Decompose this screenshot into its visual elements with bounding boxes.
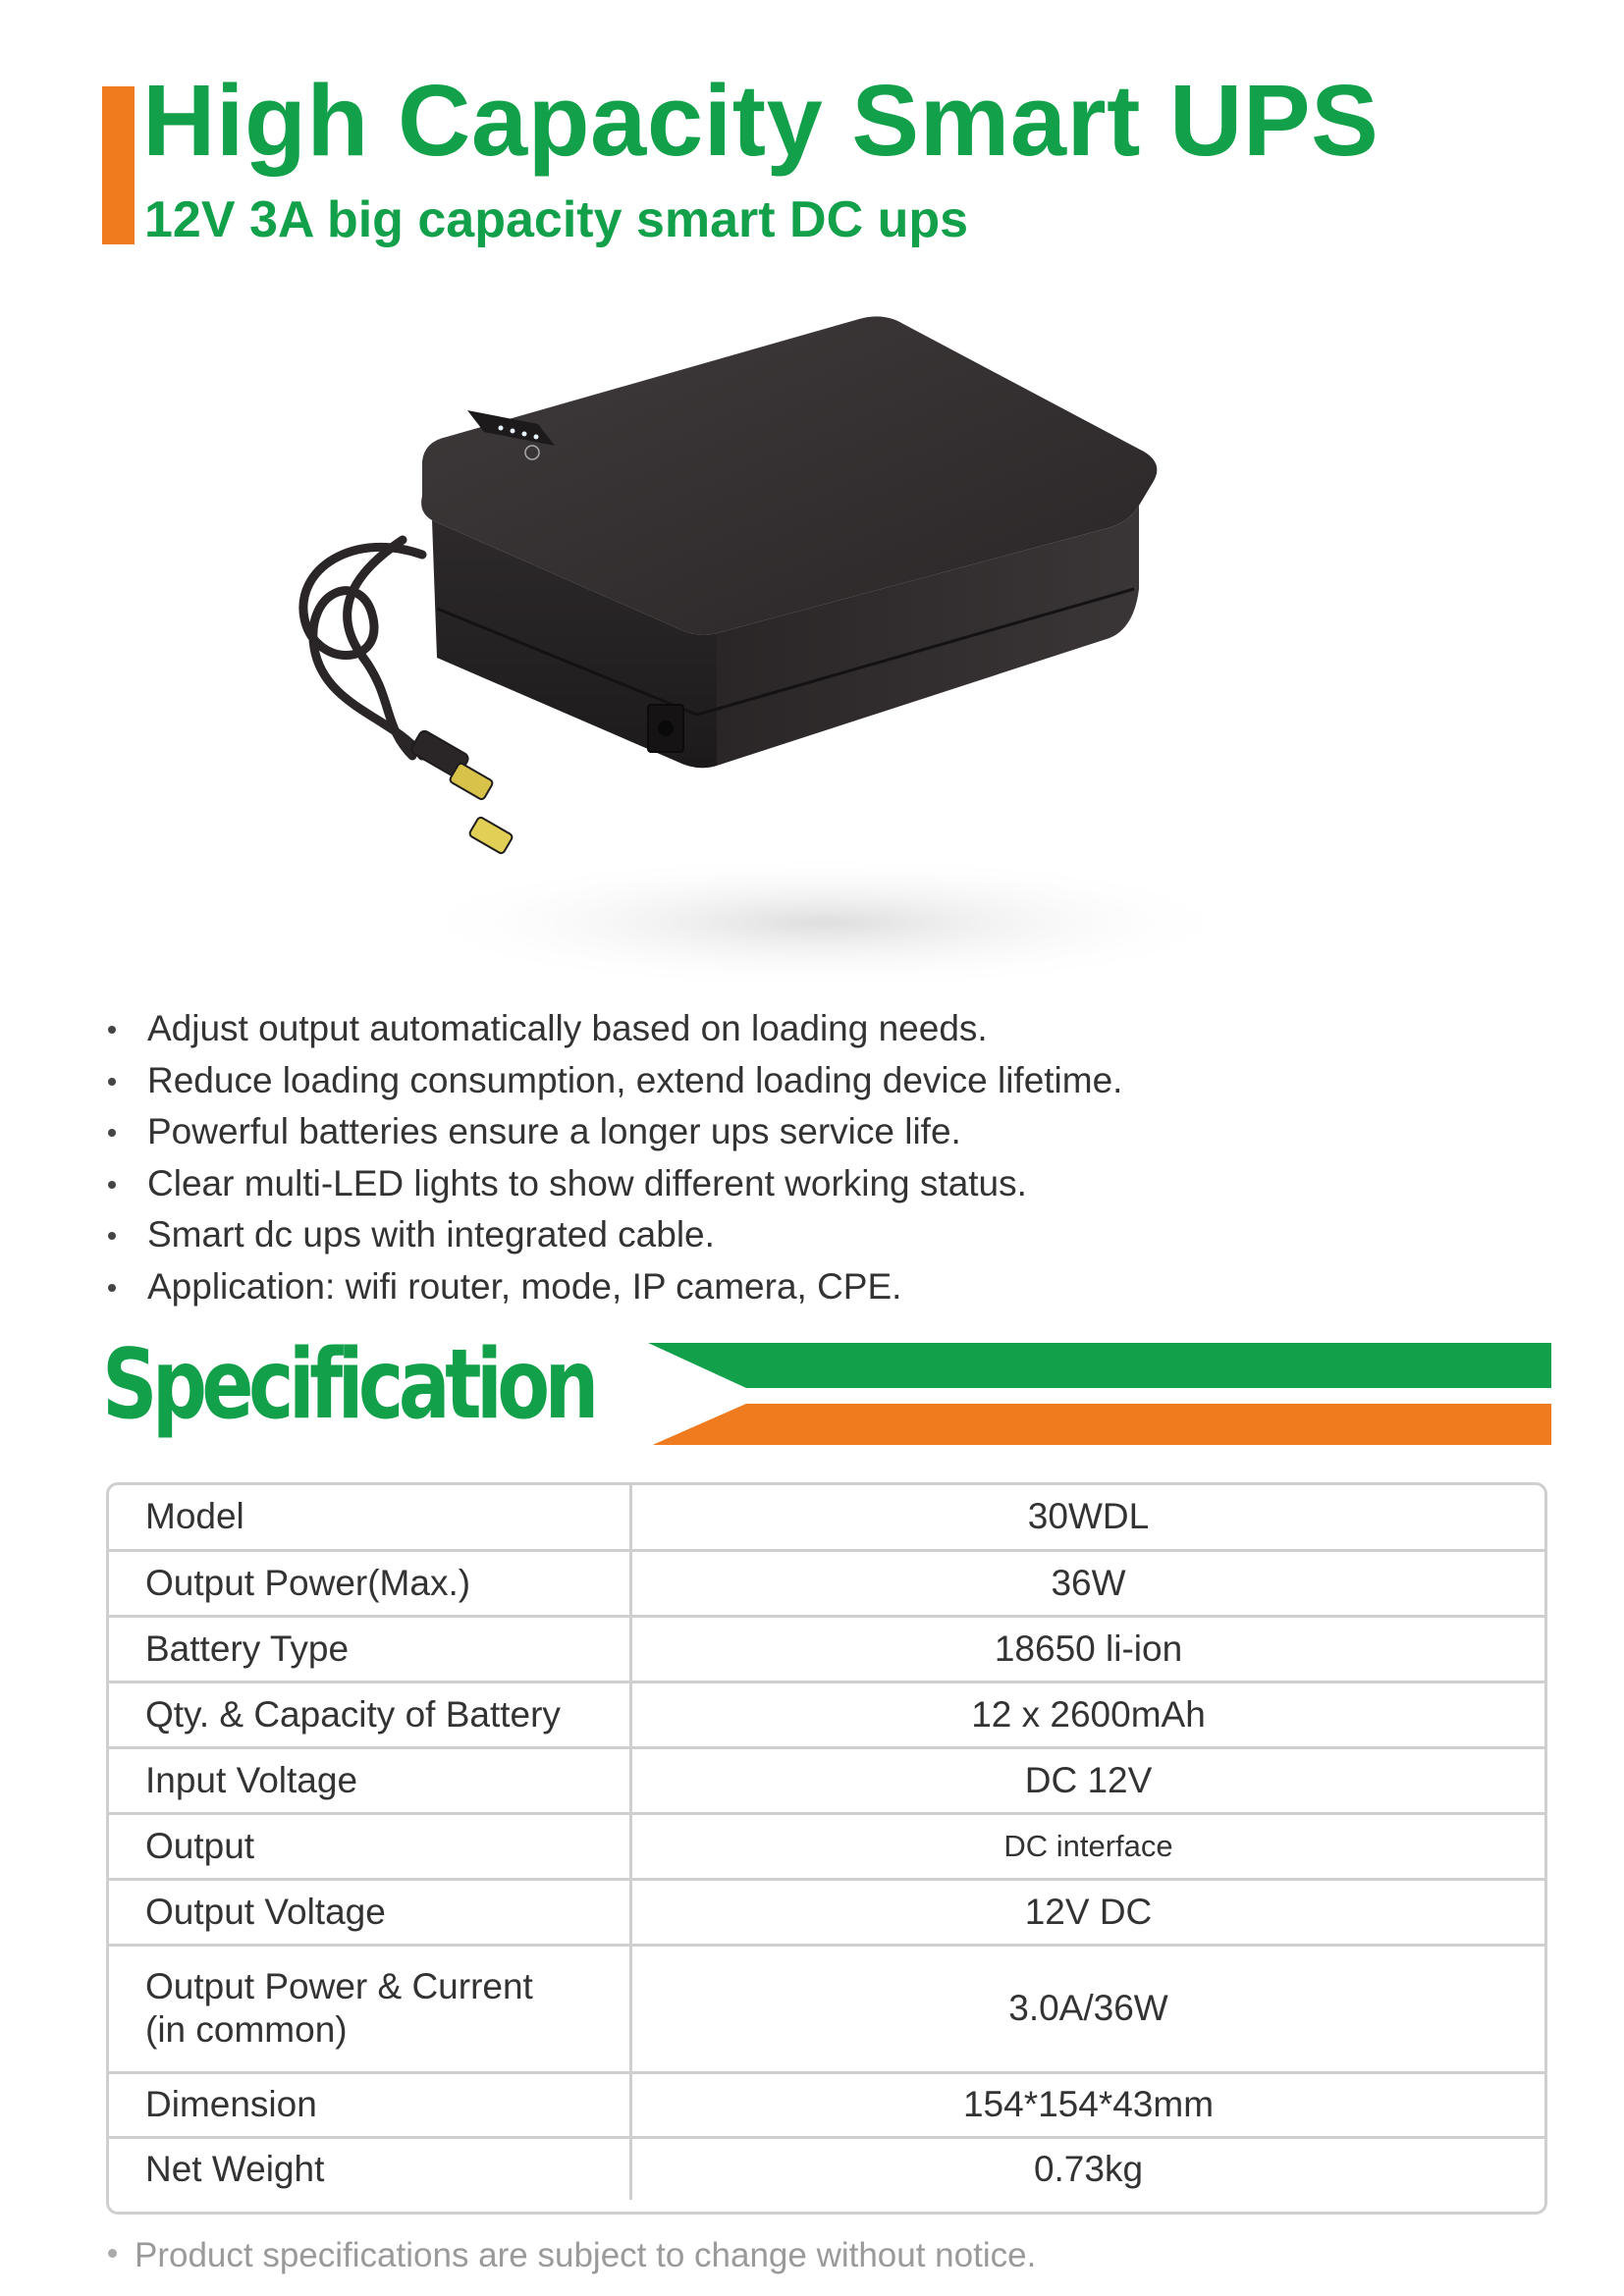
- table-row: [109, 2137, 1544, 2200]
- page-subtitle: 12V 3A big capacity smart DC ups: [144, 191, 969, 248]
- spec-value: DC 12V: [631, 1747, 1545, 1813]
- spec-label: Qty. & Capacity of Battery: [109, 1682, 631, 1747]
- table-row: [109, 1813, 1544, 1879]
- spec-label: [109, 1945, 631, 2072]
- feature-item: Powerful batteries ensure a longer ups service life.: [106, 1106, 1122, 1158]
- page-title: High Capacity Smart UPS: [142, 64, 1380, 177]
- feature-item: Reduce loading consumption, extend loading device lifetime.: [106, 1055, 1122, 1107]
- feature-item: Adjust output automatically based on loading needs.: [106, 1003, 1122, 1055]
- footnote: [108, 2236, 1036, 2275]
- spec-label: Input Voltage: [109, 1747, 631, 1813]
- spec-label: Output Power(Max.): [109, 1550, 631, 1616]
- spec-label: Output: [109, 1813, 631, 1879]
- bullet-dot-icon: [108, 1129, 116, 1137]
- feature-item: Clear multi-LED lights to show different working status.: [106, 1158, 1122, 1210]
- bullet-dot-icon: [108, 1026, 116, 1034]
- green-orange-banner: [648, 1337, 1551, 1445]
- bullet-dot-icon: [108, 1078, 116, 1086]
- feature-item: Smart dc ups with integrated cable.: [106, 1209, 1122, 1261]
- table-row: [109, 1616, 1544, 1682]
- spec-value: 36W: [631, 1550, 1545, 1616]
- bullet-dot-icon: [108, 1232, 116, 1240]
- table-row: [109, 1682, 1544, 1747]
- spec-label: Battery Type: [109, 1616, 631, 1682]
- spec-label: Dimension: [109, 2072, 631, 2137]
- table-row: [109, 1485, 1544, 1550]
- spec-label: Output Voltage: [109, 1879, 631, 1945]
- spec-table: [106, 1482, 1547, 2215]
- cable: [303, 540, 422, 756]
- specification-heading: Specification: [102, 1329, 594, 1441]
- spec-value: 12 x 2600mAh: [631, 1682, 1545, 1747]
- dc-plug: [409, 729, 514, 855]
- spec-value: 30WDL: [631, 1485, 1545, 1550]
- feature-item: Application: wifi router, mode, IP camera, CPE.: [106, 1261, 1122, 1313]
- bullet-dot-icon: [108, 1284, 116, 1292]
- spec-label: Model: [109, 1485, 631, 1550]
- spec-label-line: Output Power & Current: [145, 1966, 533, 2006]
- table-row: [109, 1879, 1544, 1945]
- spec-label: Net Weight: [109, 2137, 631, 2200]
- footnote-text: Product specifications are subject to change without notice.: [135, 2236, 1037, 2274]
- spec-value: 0.73kg: [1033, 2148, 1144, 2189]
- table-row: [109, 2072, 1544, 2137]
- spec-value: 154*154*43mm: [631, 2072, 1545, 2137]
- table-row: [109, 1747, 1544, 1813]
- spec-value: 18650 li-ion: [631, 1616, 1545, 1682]
- spec-label-line: (in common): [145, 2009, 348, 2050]
- dc-jack-icon: [648, 705, 683, 752]
- spec-value: 12V DC: [631, 1879, 1545, 1945]
- spec-value: 3.0A/36W: [631, 1945, 1545, 2072]
- spec-value: DC interface: [631, 1813, 1545, 1879]
- orange-accent-bar: [102, 86, 135, 244]
- bullet-dot-icon: [108, 2249, 117, 2258]
- table-row: [109, 1945, 1544, 2072]
- bullet-dot-icon: [108, 1181, 116, 1189]
- table-row: [109, 1550, 1544, 1616]
- ups-product-image: [275, 294, 1345, 1001]
- feature-list: [106, 1003, 1122, 1312]
